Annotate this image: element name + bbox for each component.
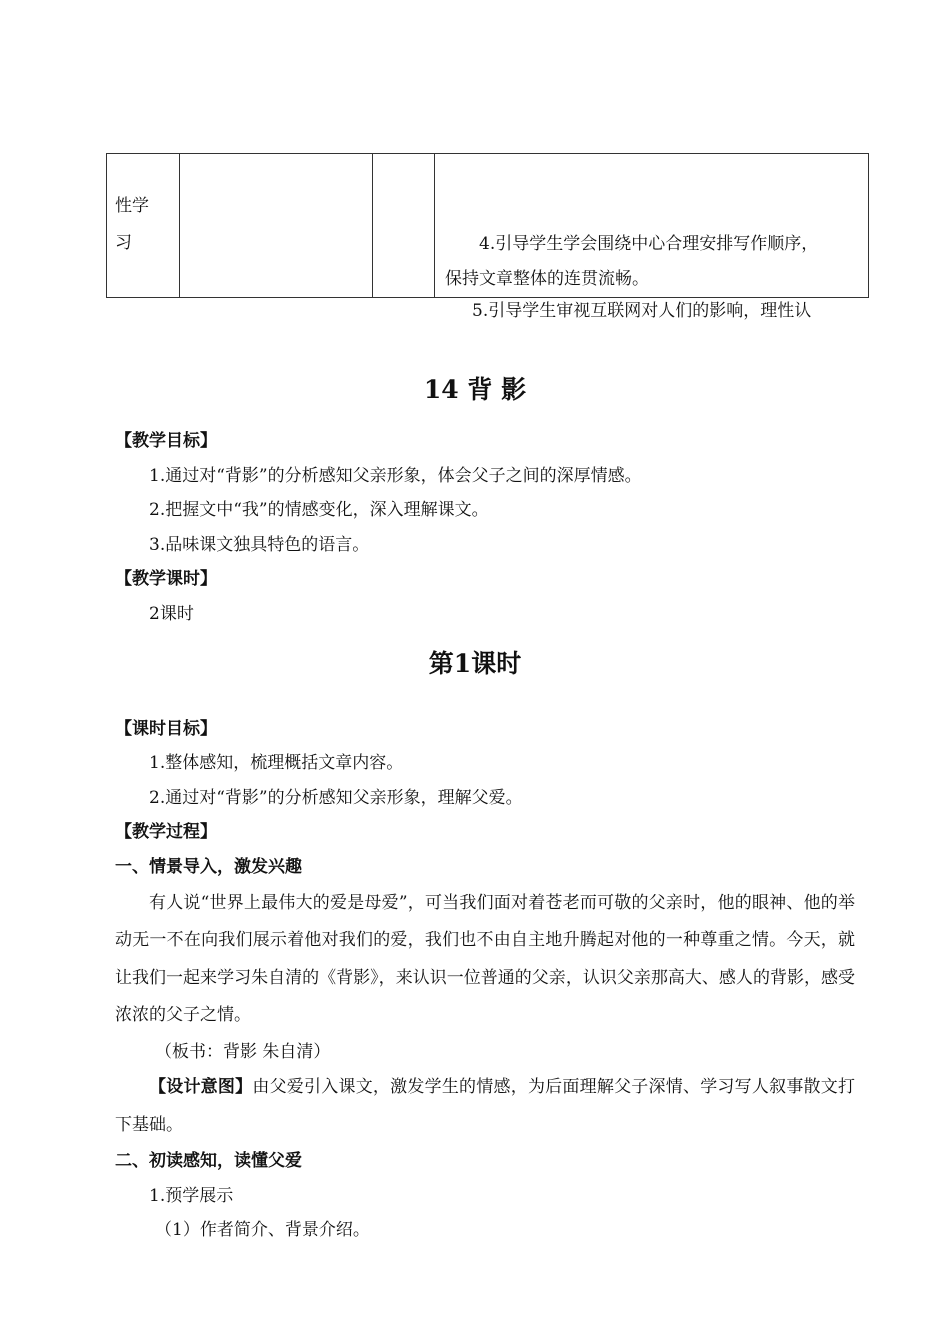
- section-subitem: （1）作者简介、背景介绍。: [155, 1220, 370, 1241]
- period-title: 第1课时: [428, 649, 522, 678]
- design-intent-paragraph: [115, 1069, 855, 1144]
- table-row: [107, 154, 869, 298]
- period-goals-label: 【课时目标】: [115, 718, 217, 739]
- section-title: 二、初读感知，读懂父爱: [115, 1151, 302, 1172]
- goal-item: 3.品味课文独具特色的语言。: [149, 534, 370, 555]
- design-intent-text: 由父爱引入课文，激发学生的情感，为后面理解父子深情、学习写人叙事散文打下基础。: [115, 1077, 856, 1135]
- section-paragraph: 有人说“世界上最伟大的爱是母爱”，可当我们面对着苍老而可敬的父亲时，他的眼神、他的举动无一不在向我们展示着他对我们的爱，我们也不由自主地升腾起对他的一种尊重之情。今天，就让我们一起来学习朱自清的《背影》，来认识一位普通的父亲，认识父亲那高大、感人的背影，感受浓浓的父子之情。: [115, 892, 855, 1026]
- hours-label: 【教学课时】: [115, 569, 217, 590]
- lesson-body: [115, 424, 855, 1248]
- lesson-title: 14 背 影: [423, 375, 527, 404]
- table-overflow-text: 5.引导学生审视互联网对人们的影响，理性认: [472, 301, 812, 321]
- table-cell-empty: [180, 154, 373, 298]
- design-intent-label: 【设计意图】: [149, 1077, 253, 1098]
- cell-text-line: 性学: [115, 196, 149, 216]
- table-cell-category: [107, 154, 180, 298]
- goals-label: 【教学目标】: [115, 431, 217, 451]
- section-title: 一、情景导入，激发兴趣: [115, 856, 302, 877]
- continued-table: [106, 153, 869, 298]
- period-goal-item: 1.整体感知，梳理概括文章内容。: [149, 753, 404, 774]
- process-label: 【教学过程】: [115, 822, 217, 843]
- table-cell-objectives: [435, 154, 869, 298]
- board-note: （板书：背影 朱自清）: [155, 1041, 331, 1062]
- table-cell-empty: [373, 154, 435, 298]
- cell-text-line: 习: [115, 233, 132, 253]
- hours-value: 2课时: [149, 603, 194, 624]
- period-goal-item: 2.通过对“背影”的分析感知父亲形象，理解父爱。: [149, 787, 523, 808]
- goal-item: 1.通过对“背影”的分析感知父亲形象，体会父子之间的深厚情感。: [149, 465, 642, 486]
- section-item: 1.预学展示: [149, 1185, 234, 1206]
- goal-item: 2.把握文中“我”的情感变化，深入理解课文。: [149, 500, 489, 521]
- cell-text-line: 4.引导学生学会围绕中心合理安排写作顺序，: [479, 234, 819, 254]
- cell-text-line: 保持文章整体的连贯流畅。: [445, 269, 649, 289]
